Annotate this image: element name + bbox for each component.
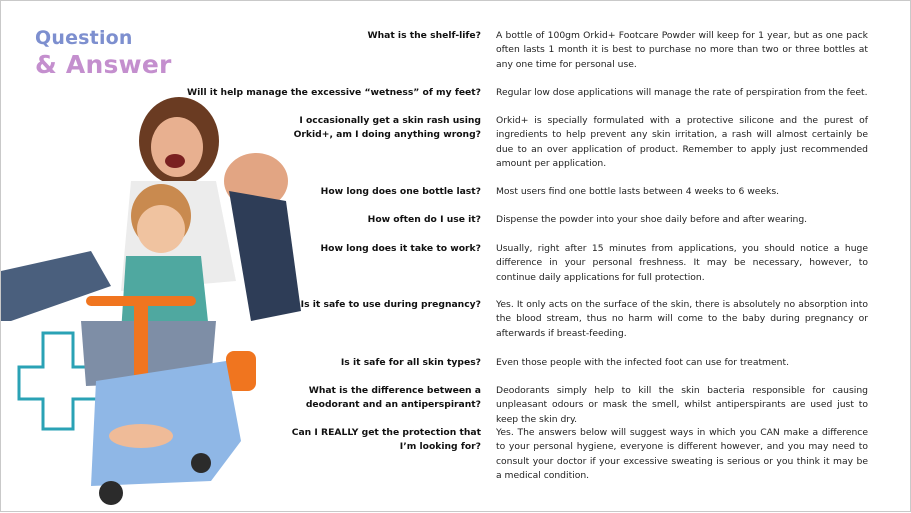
faq-answer: Yes. It only acts on the surface of the skin, there is absolutely no absorption into the blood stream, thus no harm will come to the baby during pregnancy or afterwards if breast-feeding.	[496, 299, 868, 339]
heading-answer: & Answer	[35, 50, 172, 79]
faq-question: How often do I use it?	[367, 214, 481, 225]
faq-answer: Dispense the powder into your shoe daily before and after wearing.	[496, 214, 808, 225]
faq-question: What is the difference between a deodorant and an antiperspirant?	[305, 385, 481, 411]
faq-question: I occasionally get a skin rash using Orkid+, am I doing anything wrong?	[293, 115, 481, 141]
faq-answer: Regular low dose applications will manage the rate of perspiration from the feet.	[496, 87, 868, 98]
page-heading	[35, 29, 172, 77]
faq-question: Is it safe to use during pregnancy?	[300, 299, 481, 310]
faq-question: How long does one bottle last?	[320, 186, 481, 197]
faq-question: Is it safe for all skin types?	[340, 357, 481, 368]
faq-question: What is the shelf-life?	[367, 30, 481, 41]
faq-answer: Even those people with the infected foot can use for treatment.	[496, 357, 790, 368]
faq-answer: Orkid+ is specially formulated with a protective silicone and the purest of ingredients to help prevent any skin irritation, a rash will almost certainly be due to an over application of product. Remember to apply just recommended amount per application.	[496, 115, 868, 169]
faq-list	[181, 1, 881, 513]
heading-question: Question	[35, 27, 133, 49]
faq-answer: A bottle of 100gm Orkid+ Footcare Powder will keep for 1 year, but as one pack often lasts 1 month it is best to purchase no more than two or three bottles at any one time for personal use.	[496, 30, 868, 70]
faq-answer: Deodorants simply help to kill the skin bacteria responsible for causing unpleasant odours or mask the smell, whilst antiperspirants are used just to keep the skin dry.	[496, 385, 868, 425]
faq-answer: Yes. The answers below will suggest ways in which you CAN make a difference to your personal hygiene, everyone is different however, and you may need to consult your doctor if your excessive sweating is serious or you think it may be a medical condition.	[496, 427, 868, 481]
faq-answer: Most users find one bottle lasts between 4 weeks to 6 weeks.	[496, 186, 780, 197]
faq-question: Will it help manage the excessive “wetness” of my feet?	[187, 87, 481, 98]
faq-question: How long does it take to work?	[320, 243, 481, 254]
faq-answer: Usually, right after 15 minutes from applications, you should notice a huge difference in your personal freshness. It may be necessary, however, to continue daily applications for full protection.	[496, 243, 868, 283]
faq-question: Can I REALLY get the protection that I’m looking for?	[291, 427, 481, 453]
